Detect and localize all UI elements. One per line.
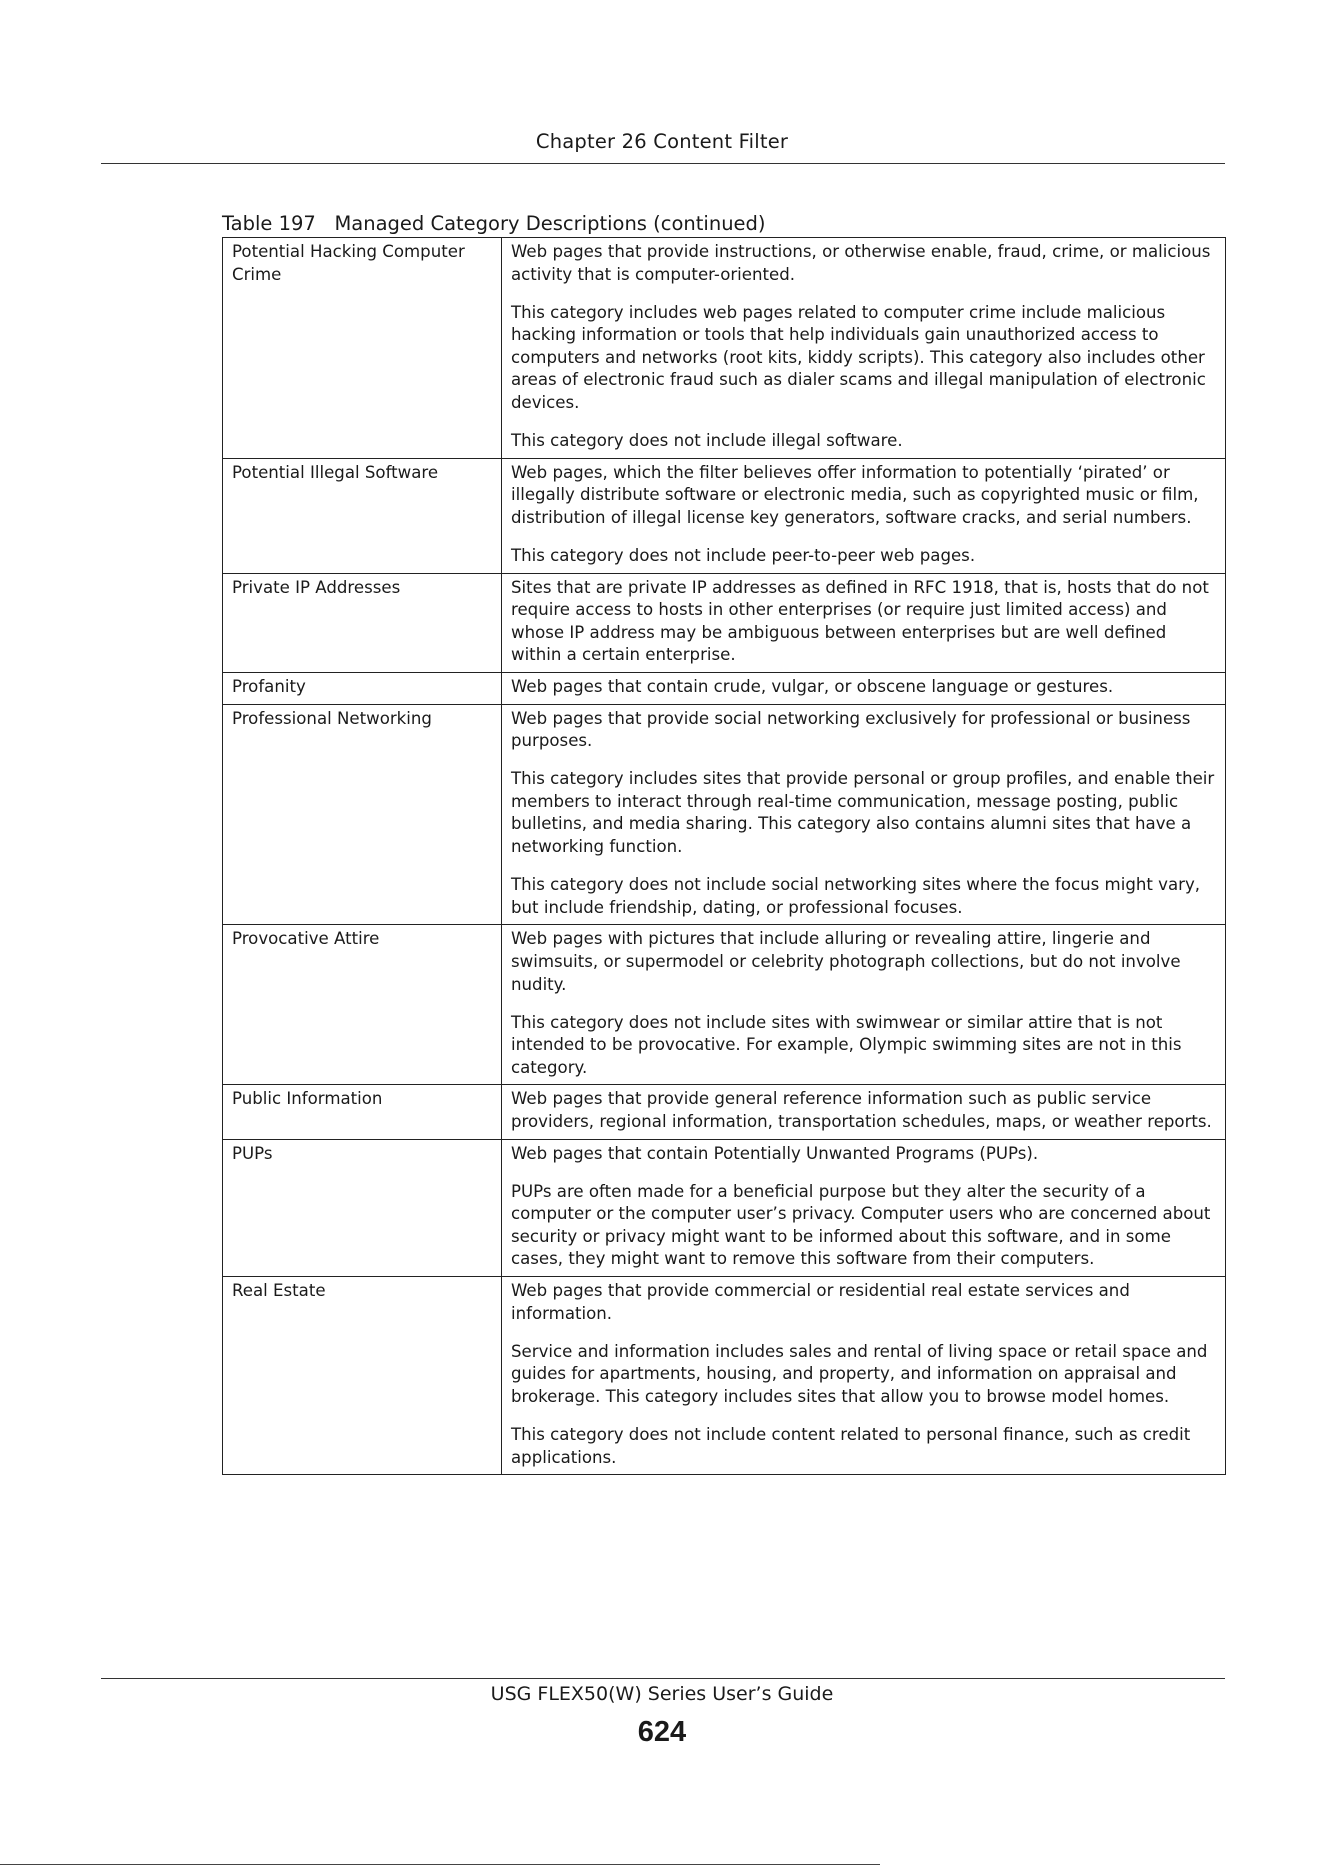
category-description-cell — [502, 573, 1226, 672]
table-row — [223, 1139, 1226, 1276]
category-description-cell — [502, 458, 1226, 573]
description-paragraph: This category does not include illegal software. — [511, 431, 903, 451]
description-paragraph: This category does not include social networking sites where the focus might vary, but include friendship, dating, or professional focuses. — [511, 875, 1201, 917]
description-paragraph: Web pages that provide instructions, or otherwise enable, fraud, crime, or malicious activity that is computer-oriented. — [511, 242, 1211, 284]
category-name-cell: Professional Networking — [223, 704, 502, 925]
footer-divider — [101, 1678, 1225, 1679]
bottom-edge-line — [0, 1864, 880, 1865]
category-description-cell — [502, 238, 1226, 459]
description-paragraph: This category does not include content related to personal finance, such as credit applications. — [511, 1425, 1191, 1467]
category-description-cell — [502, 704, 1226, 925]
guide-title: USG FLEX50(W) Series User’s Guide — [490, 1683, 834, 1705]
description-paragraph: This category does not include sites with swimwear or similar attire that is not intended to be provocative. For example, Olympic swimming sites are not in this category. — [511, 1012, 1182, 1077]
table-row — [223, 704, 1226, 925]
table-row — [223, 238, 1226, 459]
category-name-cell: Real Estate — [223, 1277, 502, 1475]
table-row — [223, 673, 1226, 705]
header-divider — [101, 163, 1225, 164]
description-paragraph: Web pages that provide general reference information such as public service providers, regional information, transportation schedules, maps, or weather reports. — [511, 1089, 1212, 1131]
category-name-cell: Potential Hacking Computer Crime — [223, 238, 502, 459]
category-name-cell: Private IP Addresses — [223, 573, 502, 672]
description-paragraph: PUPs are often made for a beneficial purpose but they alter the security of a computer or the computer user’s privacy. Computer users who are concerned about security or privacy might want to be informed about this software, and in some cases, they might want to remove this software from their computers. — [511, 1181, 1211, 1269]
category-description-cell — [502, 1085, 1226, 1139]
description-paragraph: This category includes sites that provide personal or group profiles, and enable their members to interact through real-time communication, message posting, public bulletins, and media sharing. This category also contains alumni sites that have a networking function. — [511, 769, 1215, 857]
managed-category-table — [222, 237, 1226, 1475]
table-row — [223, 458, 1226, 573]
description-paragraph: Web pages, which the filter believes offer information to potentially ‘pirated’ or illegally distribute software or electronic media, such as copyrighted music or film, distribution of illegal license key generators, software cracks, and serial numbers. — [511, 462, 1199, 527]
table-row — [223, 1085, 1226, 1139]
description-paragraph: Web pages that contain Potentially Unwanted Programs (PUPs). — [511, 1143, 1039, 1163]
category-description-cell — [502, 925, 1226, 1085]
table-row — [223, 573, 1226, 672]
category-name-cell: Profanity — [223, 673, 502, 705]
description-paragraph: Sites that are private IP addresses as defined in RFC 1918, that is, hosts that do not require access to hosts in other enterprises (or require just limited access) and whose IP address may be ambiguous between enterprises but are well defined within a certain enterprise. — [511, 577, 1209, 665]
category-description-cell — [502, 1277, 1226, 1475]
category-name-cell: Public Information — [223, 1085, 502, 1139]
description-paragraph: This category does not include peer-to-peer web pages. — [511, 546, 976, 566]
page-number: 624 — [637, 1716, 687, 1748]
category-name-cell: Potential Illegal Software — [223, 458, 502, 573]
description-paragraph: Service and information includes sales and rental of living space or retail space and guides for apartments, housing, and property, and information on appraisal and brokerage. This category includes sites that allow you to browse model homes. — [511, 1341, 1208, 1406]
description-paragraph: This category includes web pages related to computer crime include malicious hacking information or tools that help individuals gain unauthorized access to computers and networks (root kits, kiddy scripts). This category also includes other areas of electronic fraud such as dialer scams and illegal manipulation of electronic devices. — [511, 302, 1206, 413]
table-row — [223, 925, 1226, 1085]
category-name-cell: PUPs — [223, 1139, 502, 1276]
table-row — [223, 1277, 1226, 1475]
category-name-cell: Provocative Attire — [223, 925, 502, 1085]
category-description-cell — [502, 1139, 1226, 1276]
chapter-title: Chapter 26 Content Filter — [535, 130, 789, 153]
category-description-cell — [502, 673, 1226, 705]
table-caption: Table 197 Managed Category Descriptions (continued) — [222, 212, 766, 235]
description-paragraph: Web pages that contain crude, vulgar, or obscene language or gestures. — [511, 677, 1114, 696]
description-paragraph: Web pages that provide commercial or residential real estate services and information. — [511, 1281, 1130, 1323]
description-paragraph: Web pages with pictures that include alluring or revealing attire, lingerie and swimsuits, or supermodel or celebrity photograph collections, but do not involve nudity. — [511, 929, 1181, 994]
description-paragraph: Web pages that provide social networking exclusively for professional or business purposes. — [511, 708, 1191, 751]
